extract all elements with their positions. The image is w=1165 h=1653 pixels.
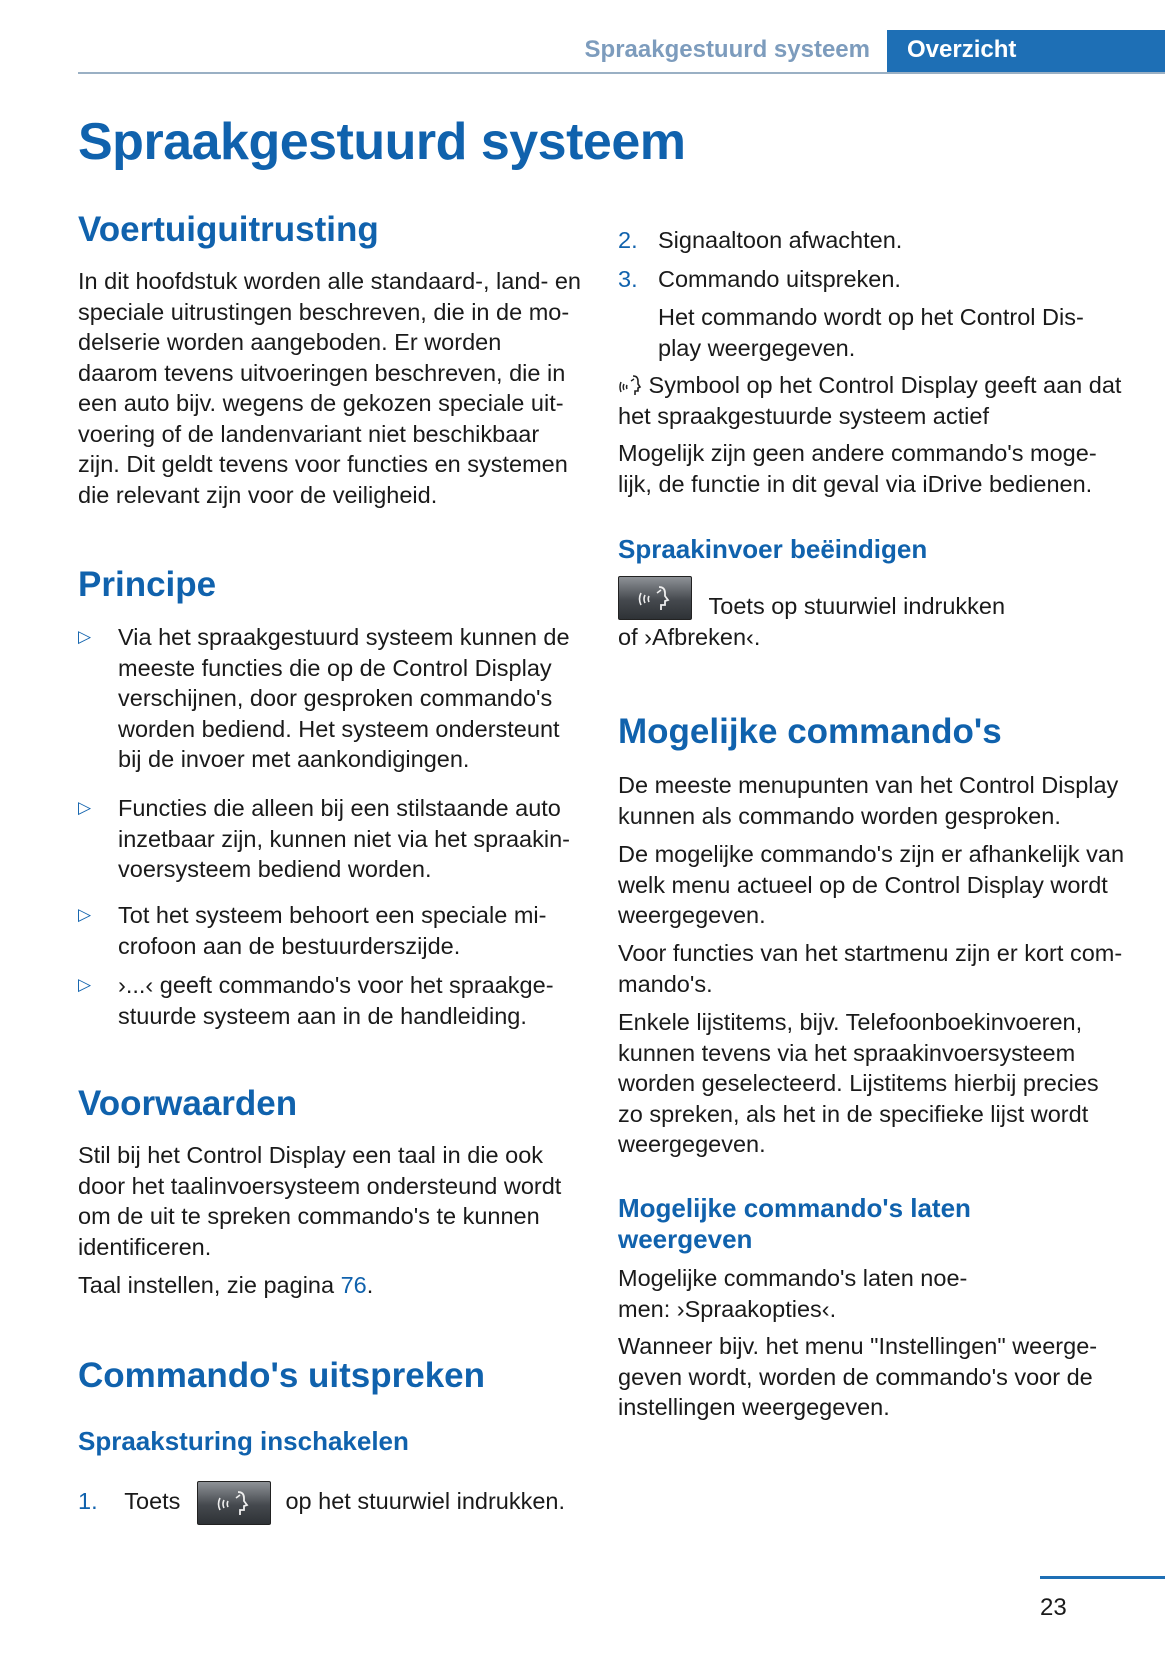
running-header-tab: Overzicht bbox=[887, 30, 1165, 74]
text-line: crofoon aan de bestuurderszijde. bbox=[118, 932, 461, 959]
step-1 bbox=[78, 1478, 588, 1525]
bullet-triangle-icon: ▷ bbox=[78, 905, 92, 924]
text-line: om de uit te spreken commando's te kunnen bbox=[78, 1203, 540, 1229]
step-text: Commando uitspreken. bbox=[658, 266, 901, 292]
commands-paragraph-2 bbox=[618, 839, 1138, 931]
beeindigen-paragraph bbox=[618, 576, 1128, 653]
text-line: weergegeven. bbox=[618, 902, 766, 928]
text-line: Tot het systeem behoort een speciale mi- bbox=[118, 902, 547, 928]
taal-text: Taal instellen, zie pagina bbox=[78, 1272, 341, 1298]
text-line: delserie worden aangeboden. Er worden bbox=[78, 329, 502, 355]
bullet-triangle-icon: ▷ bbox=[78, 627, 92, 646]
header-divider bbox=[78, 72, 1165, 74]
heading-principe: Principe bbox=[78, 565, 217, 604]
heading-commandos-uitspreken: Commando's uitspreken bbox=[78, 1356, 486, 1395]
text-line: lijk, de functie in dit geval via iDrive bedienen. bbox=[618, 470, 1093, 497]
heading-spraakinvoer-beeindigen: Spraakinvoer beëindigen bbox=[618, 534, 928, 564]
text-line: Toets op stuurwiel indrukken bbox=[708, 593, 1006, 620]
text-line: een auto bijv. wegens de gekozen speciale uit- bbox=[78, 390, 564, 416]
page-title: Spraakgestuurd systeem bbox=[78, 113, 686, 171]
step-3 bbox=[618, 264, 1128, 295]
text-line: Stil bij het Control Display een taal in die ook bbox=[78, 1142, 544, 1168]
voertuig-paragraph bbox=[78, 266, 588, 510]
text-line: Symbool op het Control Display geeft aan dat bbox=[648, 372, 1122, 398]
text-line: meeste functies die op de Control Display bbox=[118, 654, 552, 681]
mogelijk-paragraph bbox=[618, 438, 1128, 499]
heading-voorwaarden: Voorwaarden bbox=[78, 1084, 298, 1123]
voice-button-image bbox=[197, 1481, 271, 1525]
bullet-triangle-icon: ▷ bbox=[78, 975, 92, 994]
step-3-note bbox=[658, 302, 1128, 363]
text-line: mando's. bbox=[618, 970, 713, 997]
text-line: men: ›Spraakopties‹. bbox=[618, 1295, 837, 1322]
step-number: 2. bbox=[618, 227, 638, 253]
heading-voertuiguitrusting: Voertuiguitrusting bbox=[78, 210, 379, 249]
text-line: instellingen weergegeven. bbox=[618, 1394, 890, 1420]
text-line: worden bediend. Het systeem ondersteunt bbox=[118, 715, 560, 742]
page-number: 23 bbox=[1040, 1594, 1067, 1621]
text-line: Het commando wordt op het Control Dis- bbox=[658, 304, 1084, 330]
text-line: Wanneer bijv. het menu "Instellingen" weerge- bbox=[618, 1333, 1098, 1359]
text-line: welk menu actueel op de Control Display wordt bbox=[618, 871, 1108, 898]
text-line: of ›Afbreken‹. bbox=[618, 624, 761, 650]
step-text: Signaaltoon afwachten. bbox=[658, 227, 903, 253]
text-line: stuurde systeem aan in de handleiding. bbox=[118, 1002, 527, 1029]
text-line: Mogelijke commando's laten noe- bbox=[618, 1265, 968, 1291]
text-line: voersysteem bediend worden. bbox=[118, 856, 432, 882]
text-line: inzetbaar zijn, kunnen niet via het spraakin- bbox=[118, 825, 570, 852]
taal-instellen-line bbox=[78, 1270, 588, 1301]
step-text: op het stuurwiel indrukken. bbox=[285, 1488, 566, 1514]
text-line: speciale uitrustingen beschreven, die in de mo- bbox=[78, 298, 570, 325]
text-line: Voor functies van het startmenu zijn er kort com- bbox=[618, 940, 1123, 966]
text-line: De meeste menupunten van het Control Display bbox=[618, 772, 1119, 798]
voice-control-icon bbox=[216, 1488, 254, 1518]
step-number: 1. bbox=[78, 1488, 98, 1514]
text-line: Via het spraakgestuurd systeem kunnen de bbox=[118, 624, 570, 650]
text-line: zo spreken, als het in de specifieke lijst wordt bbox=[618, 1100, 1089, 1127]
text-line: het spraakgestuurde systeem actief bbox=[618, 402, 989, 429]
step-2 bbox=[618, 225, 1128, 256]
text-line: verschijnen, door gesproken commando's bbox=[118, 685, 553, 711]
text-line: ›...‹ geeft commando's voor het spraakge- bbox=[118, 972, 554, 998]
text-line: daarom tevens uitvoeringen beschreven, die in bbox=[78, 359, 566, 386]
text-line: weergegeven. bbox=[618, 1131, 766, 1157]
text-line: Functies die alleen bij een stilstaande auto bbox=[118, 795, 561, 821]
heading-mogelijke-commandos: Mogelijke commando's bbox=[618, 712, 1002, 751]
text-line: kunnen als commando worden gesproken. bbox=[618, 802, 1061, 829]
text-line: geven wordt, worden de commando's voor de bbox=[618, 1363, 1093, 1390]
heading-line: Mogelijke commando's laten bbox=[618, 1193, 971, 1223]
running-header-section: Spraakgestuurd systeem bbox=[584, 36, 870, 63]
text-line: Mogelijk zijn geen andere commando's moge- bbox=[618, 440, 1097, 466]
page-reference-link[interactable]: 76 bbox=[340, 1272, 367, 1298]
text-line: door het taalinvoersysteem ondersteund wordt bbox=[78, 1172, 562, 1199]
text-line: De mogelijke commando's zijn er afhankelijk van bbox=[618, 841, 1125, 867]
step-number: 3. bbox=[618, 266, 638, 292]
footer-divider bbox=[1040, 1576, 1165, 1579]
bullet-triangle-icon: ▷ bbox=[78, 798, 92, 817]
text-line: Enkele lijstitems, bijv. Telefoonboekinvoeren, bbox=[618, 1009, 1083, 1035]
laten-paragraph-2 bbox=[618, 1331, 1138, 1423]
taal-suffix: . bbox=[366, 1272, 374, 1298]
commands-paragraph-1 bbox=[618, 770, 1138, 831]
text-line: play weergegeven. bbox=[658, 334, 856, 361]
step-text: Toets bbox=[124, 1488, 181, 1514]
text-line: In dit hoofdstuk worden alle standaard-, land- en bbox=[78, 268, 581, 294]
symbol-paragraph bbox=[618, 370, 1138, 431]
text-line: kunnen tevens via het spraakinvoersysteem bbox=[618, 1039, 1076, 1066]
voice-symbol-icon bbox=[618, 373, 642, 397]
text-line: worden geselecteerd. Lijstitems hierbij precies bbox=[618, 1070, 1099, 1096]
heading-spraaksturing-inschakelen: Spraaksturing inschakelen bbox=[78, 1426, 409, 1456]
voice-button-image bbox=[618, 576, 692, 620]
heading-commandos-laten-weergeven bbox=[618, 1193, 971, 1255]
text-line: die relevant zijn voor de veiligheid. bbox=[78, 481, 438, 508]
voice-control-icon bbox=[637, 583, 675, 613]
laten-paragraph-1 bbox=[618, 1263, 1128, 1324]
commands-paragraph-3 bbox=[618, 938, 1138, 999]
text-line: identificeren. bbox=[78, 1233, 212, 1260]
text-line: voering of de landenvariant niet beschikbaar bbox=[78, 420, 540, 447]
text-line: bij de invoer met aankondigingen. bbox=[118, 746, 470, 772]
heading-line: weergeven bbox=[618, 1224, 753, 1254]
text-line: zijn. Dit geldt tevens voor functies en systemen bbox=[78, 451, 568, 477]
voorwaarden-paragraph bbox=[78, 1140, 588, 1262]
commands-paragraph-4 bbox=[618, 1007, 1138, 1160]
